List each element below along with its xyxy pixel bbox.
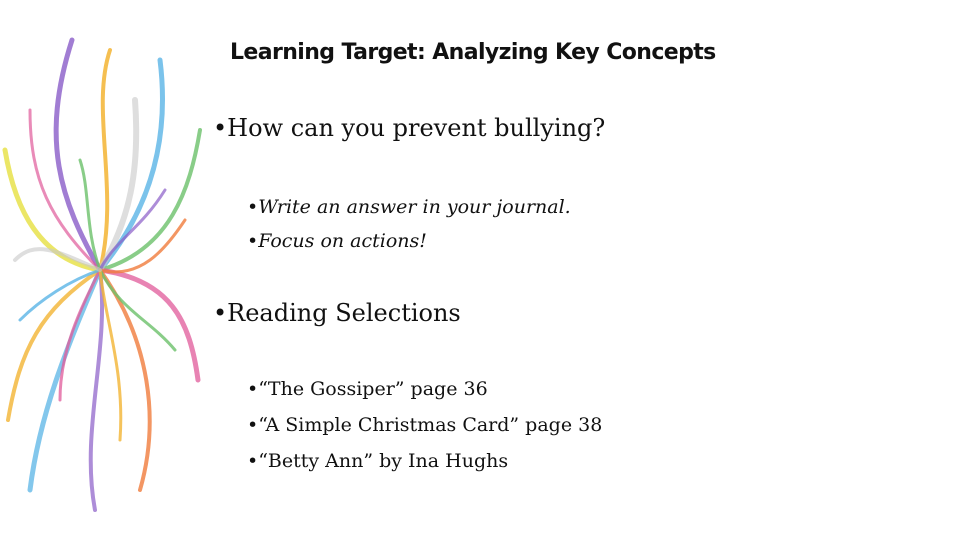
bullet-simple-christmas-card: •“A Simple Christmas Card” page 38 [247,414,603,436]
bullet-the-gossiper: •“The Gossiper” page 36 [247,378,488,400]
bullet-prevent-bullying: •How can you prevent bullying? [213,114,606,142]
bullet-journal: •Write an answer in your journal. [247,196,571,218]
bullet-reading-selections: •Reading Selections [213,299,461,327]
slide-title: Learning Target: Analyzing Key Concepts [230,40,716,65]
abstract-flower-icon [0,20,205,520]
bullet-focus-actions: •Focus on actions! [247,230,427,252]
bullet-betty-ann: •“Betty Ann” by Ina Hughs [247,450,509,472]
